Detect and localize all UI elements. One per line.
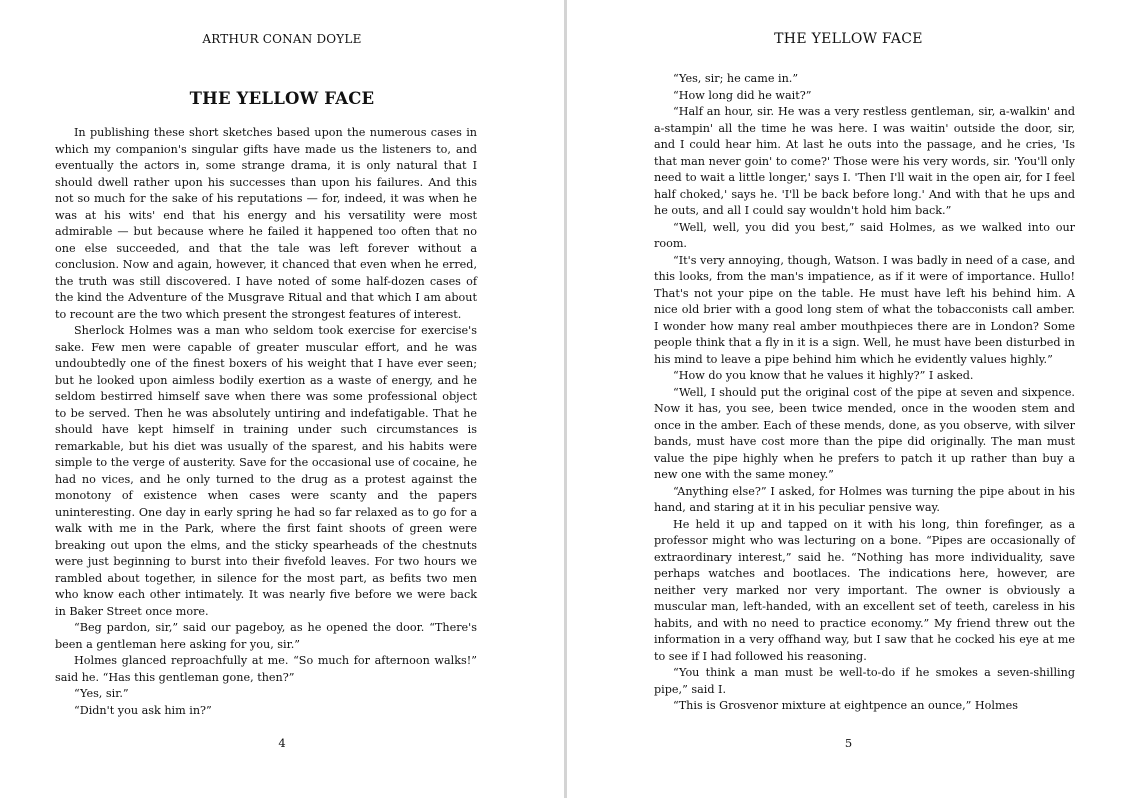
paragraph: “Well, well, you did you best,” said Holmes, as we walked into our room. [654,220,1075,250]
running-head-title: THE YELLOW FACE [774,31,923,47]
paragraph: “You think a man must be well-to-do if he smokes a seven-shilling pipe,” said I. [654,666,1075,696]
right-page [567,0,1130,798]
page-number: 5 [844,736,853,750]
running-head-author: ARTHUR CONAN DOYLE [202,32,362,46]
paragraph: He held it up and tapped on it with his long, thin forefinger, as a professor might who was lecturing on a bone. “Pipes are occasionally of extraordinary interest,” said he. “Nothing has more individuality, save perhaps watches and bootlaces. The indications here, however, are neither very marked nor very important. The owner is obviously a muscular man, left-handed, with an excellent set of teeth, careless in his habits, and with no need to practice economy.” My friend threw out the information in a very offhand way, but I saw that he cocked his eye at me to see if I had followed his reasoning. [654,517,1075,663]
paragraph: “How long did he wait?” [673,88,812,102]
paragraph: “Anything else?” I asked, for Holmes was turning the pipe about in his hand, and staring at it in his peculiar pensive way. [654,484,1075,514]
paragraph: “Yes, sir.” [74,687,129,700]
paragraph: “Yes, sir; he came in.” [673,72,799,85]
paragraph: “This is Grosvenor mixture at eightpence an ounce,” Holmes [673,699,1018,712]
paragraph: Sherlock Holmes was a man who seldom took exercise for exercise's sake. Few men were capable of greater muscular effort, and he was undoubtedly one of the finest boxers of his weight that I have ever seen; but he looked upon aimless bodily exertion as a waste of energy, and he seldom bestirred himself save when there was some professional object to be served. Then he was absolutely untiring and indefatigable. That he should have kept himself in training under such circumstances is remarkable, but his diet was usually of the sparest, and his habits were simple to the verge of austerity. Save for the occasional use of cocaine, he had no vices, and he only turned to the drug as a protest against the monotony of existence when cases were scanty and the papers uninteresting. One day in early spring he had so far relaxed as to go for a walk with me in the Park, where the first faint shoots of green were breaking out upon the elms, and the sticky spearheads of the chestnuts were just beginning to burst into their fivefold leaves. For two hours we rambled about together, in silence for the most part, as befits two men who know each other intimately. It was nearly five before we were back in Baker Street once more. [55,324,477,618]
paragraph: “It's very annoying, though, Watson. I was badly in need of a case, and this looks, from the man's impatience, as if it were of importance. Hullo! That's not your pipe on the table. He must have left his behind him. A nice old brier with a good long stem of what the tobacconists call amber. I wonder how many real amber mouthpieces there are in London? Some people think that a fly in it is a sign. Well, he must have been disturbed in his mind to leave a pipe behind him which he evidently values highly.” [654,253,1075,366]
paragraph: “How do you know that he values it highly?” I asked. [673,369,974,382]
left-page [0,0,564,798]
chapter-title: THE YELLOW FACE [189,89,375,108]
paragraph: Holmes glanced reproachfully at me. “So much for afternoon walks!” said he. “Has this gentleman gone, then?” [55,654,477,684]
page-number: 4 [278,736,286,750]
paragraph: In publishing these short sketches based upon the numerous cases in which my companion's singular gifts have made us the listeners to, and eventually the actors in, some strange drama, it is only natural that I should dwell rather upon his successes than upon his failures. And this not so much for the sake of his reputations — for, indeed, it was when he was at his wits' end that his energy and his versatility were most admirable — but because where he failed it happened too often that no one else succeeded, and that the tale was left forever without a conclusion. Now and again, however, it chanced that even when he erred, the truth was still discovered. I have noted of some half-dozen cases of the kind the Adventure of the Musgrave Ritual and that which I am about to recount are the two which present the strongest features of interest. [55,126,477,321]
right-page-body [654,71,1075,715]
left-page-body [55,125,477,719]
paragraph: “Beg pardon, sir,” said our pageboy, as he opened the door. “There's been a gentleman here asking for you, sir.” [55,621,477,651]
paragraph: “Half an hour, sir. He was a very restless gentleman, sir, a-walkin' and a-stampin' all the time he was here. I was waitin' outside the door, sir, and I could hear him. At last he outs into the passage, and he cries, 'Is that man never goin' to come?' Those were his very words, sir. 'You'll only need to wait a little longer,' says I. 'Then I'll wait in the open air, for I feel half choked,' says he. 'I'll be back before long.' And with that he ups and he outs, and all I could say wouldn't hold him back.” [654,105,1075,217]
paragraph: “Well, I should put the original cost of the pipe at seven and sixpence. Now it has, you see, been twice mended, once in the wooden stem and once in the amber. Each of these mends, done, as you observe, with silver bands, must have cost more than the pipe did originally. The man must value the pipe highly when he prefers to patch it up rather than buy a new one with the same money.” [654,385,1075,481]
paragraph: “Didn't you ask him in?” [74,703,212,717]
